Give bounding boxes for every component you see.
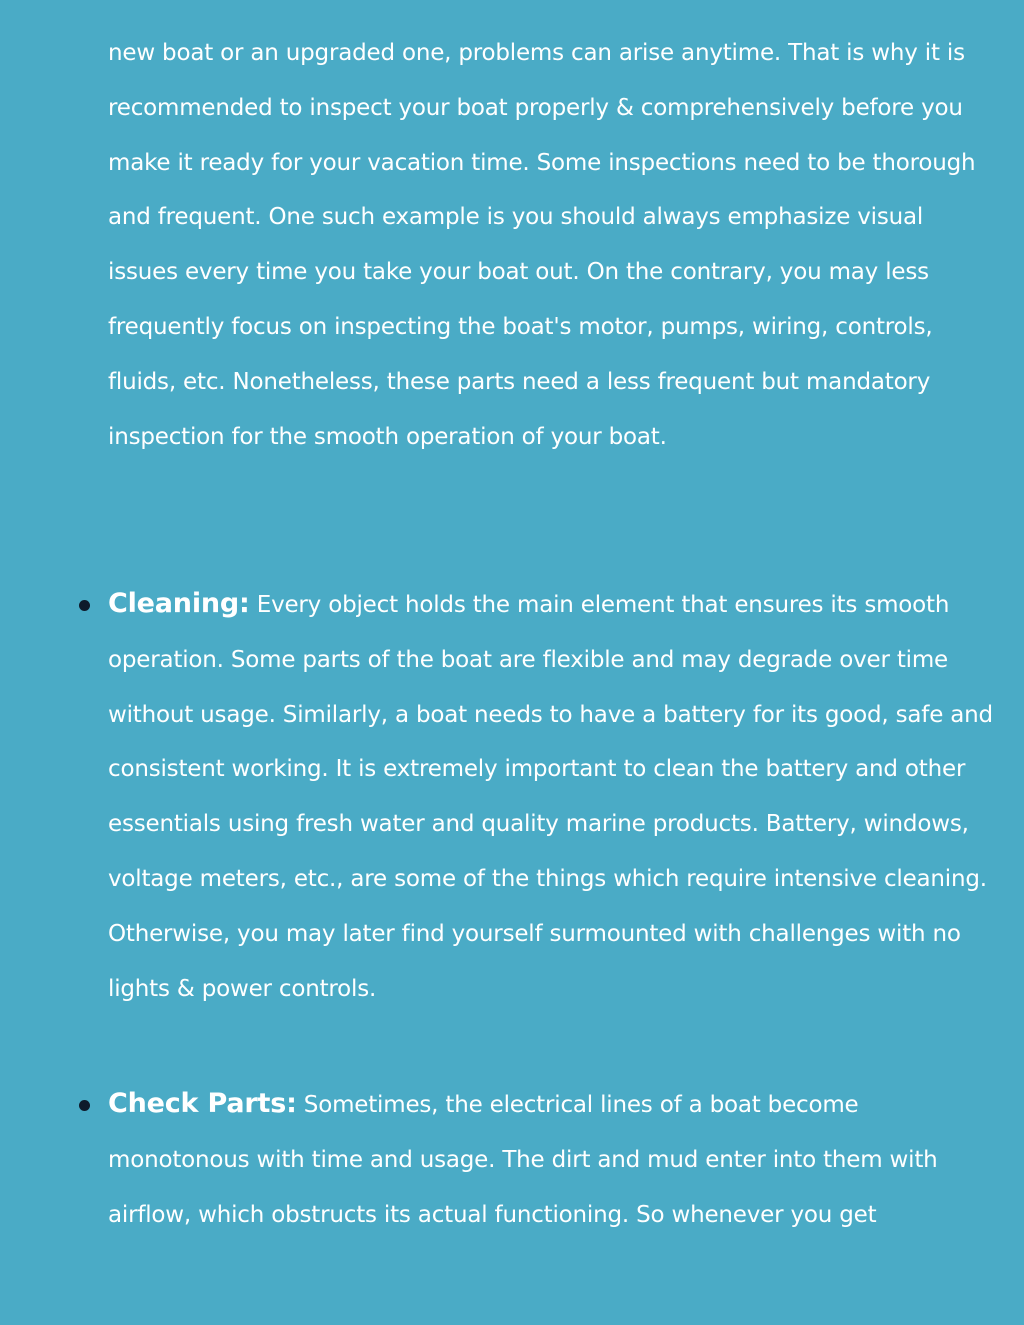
intro-paragraph: new boat or an upgraded one, problems can arise anytime. That is why it is recommended to inspect your boat properly & comprehensively before you make it ready for your vacation time. Some inspections need to be thorough and frequent. One such example is you should always emphasize visual issues every time you take your boat out. On the contrary, you may less frequently focus on inspecting the boat's motor, pumps, wiring, controls, fluids, etc. Nonetheless, these parts need a less frequent but mandatory inspection for the smooth operation of your boat.: [108, 40, 976, 450]
item-body: Sometimes, the electrical lines of a boat become monotonous with time and usage. The dirt and mud enter into them with airflow, which obstructs its actual functioning. So whenever you get: [108, 1092, 938, 1228]
item-title: Check Parts:: [108, 1088, 297, 1119]
list-item-cleaning: [108, 577, 998, 1016]
bullet-dot-icon: [79, 1100, 90, 1111]
item-title: Cleaning:: [108, 588, 250, 619]
bullet-dot-icon: [79, 600, 90, 611]
list-item-check-parts: [108, 1077, 998, 1242]
item-body: Every object holds the main element that ensures its smooth operation. Some parts of the boat are flexible and may degrade over time without usage. Similarly, a boat needs to have a battery for its good, safe and consistent working. It is extremely important to clean the battery and other essentials using fresh water and quality marine products. Battery, windows, voltage meters, etc., are some of the things which require intensive cleaning. Otherwise, you may later find yourself surmounted with challenges with no lights & power controls.: [108, 592, 993, 1002]
